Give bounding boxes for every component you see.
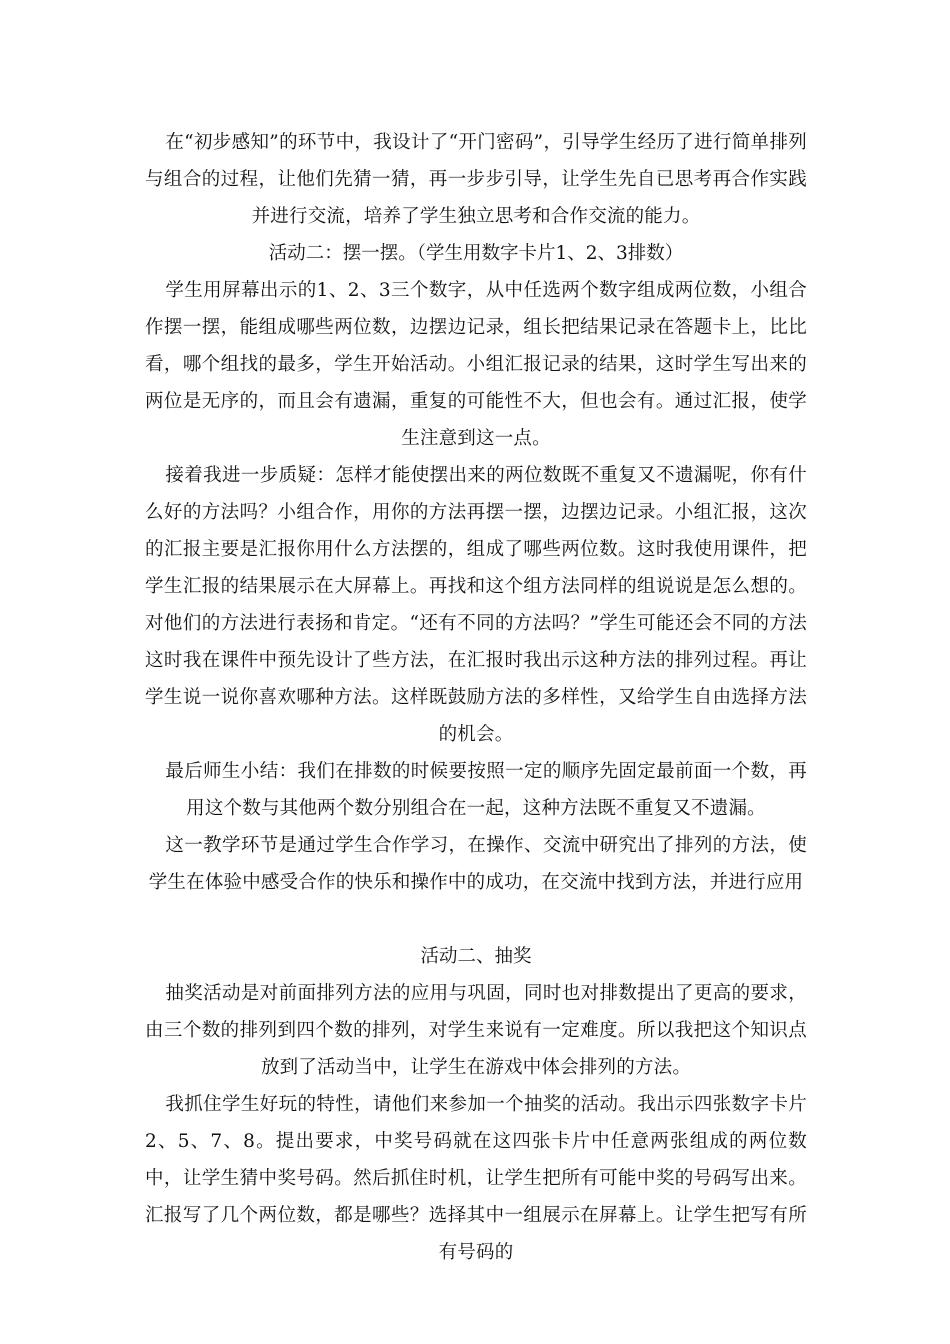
paragraph-reflection: 这一教学环节是通过学生合作学习，在操作、交流中研究出了排列的方法，使学生在体验中感受合作的快乐和操作中的成功，在交流中找到方法，并进行应用 xyxy=(148,835,807,893)
blank-line xyxy=(145,901,807,938)
paragraph-intro: 在“初步感知”的环节中，我设计了“开门密码”，引导学生经历了进行简单排列与组合的过程，让他们先猜一猜，再一步步引导，让学生先自已思考再合作实践并进行交流，培养了学生独立思考和合作交流的能力。 xyxy=(145,132,807,227)
heading-activity-arrange: 活动二：摆一摆。（学生用数字卡片1、2、3排数） xyxy=(268,243,684,264)
paragraph-activity-arrange: 学生用屏幕出示的1、2、3三个数字，从中任选两个数字组成两位数，小组合作摆一摆，能组成哪些两位数，边摆边记录，组长把结果记录在答题卡上，比比看，哪个组找的最多，学生开始活动。小组汇报记录的结果，这时学生写出来的两位是无序的，而且会有遗漏，重复的可能性不大，但也会有。通过汇报，使学生注意到这一点。 xyxy=(145,280,807,449)
paragraph-summary: 最后师生小结：我们在排数的时候要按照一定的顺序先固定最前面一个数，再用这个数与其他两个数分别组合在一起，这种方法既不重复又不遗漏。 xyxy=(165,761,807,819)
heading-activity-lottery: 活动二、抽奖 xyxy=(420,946,532,967)
document-page xyxy=(145,124,807,1271)
paragraph-lottery-intro: 抽奖活动是对前面排列方法的应用与巩固，同时也对排数提出了更高的要求，由三个数的排列到四个数的排列，对学生来说有一定难度。所以我把这个知识点放到了活动当中，让学生在游戏中体会排列的方法。 xyxy=(145,983,807,1078)
paragraph-lottery-detail: 我抓住学生好玩的特性，请他们来参加一个抽奖的活动。我出示四张数字卡片2、5、7、8。提出要求，中奖号码就在这四张卡片中任意两张组成的两位数中，让学生猜中奖号码。然后抓住时机，让学生把所有可能中奖的号码写出来。汇报写了几个两位数，都是哪些？选择其中一组展示在屏幕上。让学生把写有所有号码的 xyxy=(145,1094,807,1263)
paragraph-question: 接着我进一步质疑：怎样才能使摆出来的两位数既不重复又不遗漏呢，你有什么好的方法吗？小组合作，用你的方法再摆一摆，边摆边记录。小组汇报，这次的汇报主要是汇报你用什么方法摆的，组成了哪些两位数。这时我使用课件，把学生汇报的结果展示在大屏幕上。再找和这个组方法同样的组说说是怎么想的。对他们的方法进行表扬和肯定。“还有不同的方法吗？”学生可能还会不同的方法这时我在课件中预先设计了些方法，在汇报时我出示这种方法的排列过程。再让学生说一说你喜欢哪种方法。这样既鼓励方法的多样性，又给学生自由选择方法的机会。 xyxy=(145,465,807,745)
